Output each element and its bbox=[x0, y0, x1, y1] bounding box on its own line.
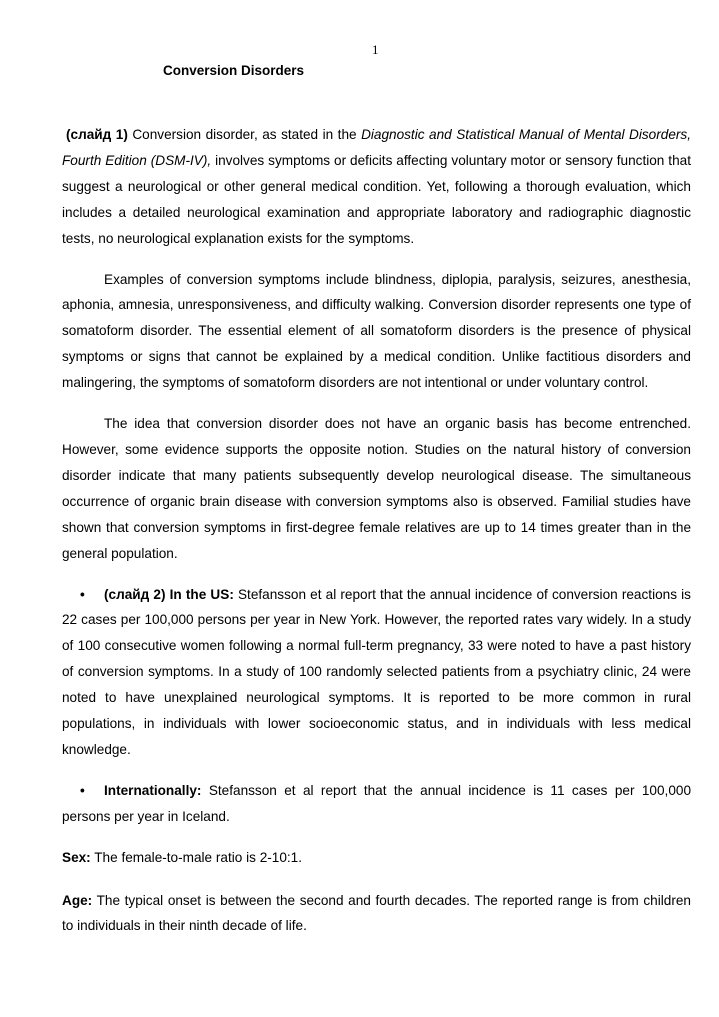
bullet-us bbox=[62, 582, 691, 763]
page-number: 1 bbox=[372, 42, 379, 57]
us-text: Stefansson et al report that the annual incidence of conversion reactions is 22 cases per 100,000 persons per year in New York. However, the reported rates vary widely. In a study of 100 consecutive women following a normal full-term pregnancy, 33 were noted to have a past history of conversion symptoms. In a study of 100 randomly selected patients from a psychiatry clinic, 24 were noted to have unexplained neurological symptoms. It is reported to be more common in rural populations, in individuals with lower socioeconomic status, and in individuals with less medical knowledge. bbox=[62, 586, 691, 757]
paragraph-sex bbox=[62, 845, 691, 871]
age-label: Age: bbox=[62, 892, 93, 908]
dsm-citation: Diagnostic and Statistical Manual of Mental Disorders, Fourth Edition (DSM-IV), bbox=[62, 127, 691, 168]
paragraph-organic-basis: The idea that conversion disorder does not have an organic basis has become entrenched. However, some evidence supports the opposite notion. Studies on the natural history of conversion disorder indicate that many patients subsequently develop neurological disease. The simultaneous occurrence of organic brain disease with conversion symptoms also is observed. Familial studies have shown that conversion symptoms in first-degree female relatives are up to 14 times greater than in the general population. bbox=[62, 416, 691, 561]
document-body bbox=[62, 122, 691, 954]
bullet-icon: • bbox=[80, 782, 85, 798]
bullet-international bbox=[62, 778, 691, 830]
sex-text: The female-to-male ratio is 2-10:1. bbox=[90, 849, 303, 865]
sex-label: Sex: bbox=[62, 849, 91, 865]
bullet-icon: • bbox=[80, 586, 85, 602]
age-text: The typical onset is between the second and fourth decades. The reported range is from children to individuals in their ninth decade of life. bbox=[62, 892, 691, 934]
us-label: (слайд 2) In the US: bbox=[104, 586, 234, 602]
intro-text-2: involves symptoms or deficits affecting voluntary motor or sensory function that suggest a neurological or other general medical condition. Yet, following a thorough evaluation, which includes a detailed neurological examination and appropriate laboratory and radiographic diagnostic tests, no neurological explanation exists for the symptoms. bbox=[62, 152, 691, 246]
international-label: Internationally: bbox=[104, 782, 202, 798]
slide-label-1: (слайд 1) bbox=[66, 127, 128, 142]
international-text: Stefansson et al report that the annual incidence is 11 cases per 100,000 persons per year in Iceland. bbox=[62, 782, 691, 824]
document-title: Conversion Disorders bbox=[163, 63, 305, 78]
paragraph-age bbox=[62, 888, 691, 940]
intro-text-1: Conversion disorder, as stated in the bbox=[127, 127, 362, 142]
paragraph-intro bbox=[62, 122, 691, 252]
paragraph-examples: Examples of conversion symptoms include blindness, diplopia, paralysis, seizures, anesthesia, aphonia, amnesia, unresponsiveness, and difficulty walking. Conversion disorder represents one type of somatoform disorder. The essential element of all somatoform disorders is the presence of physical symptoms or signs that cannot be explained by a medical condition. Unlike factitious disorders and malingering, the symptoms of somatoform disorders are not intentional or under voluntary control. bbox=[62, 271, 691, 391]
